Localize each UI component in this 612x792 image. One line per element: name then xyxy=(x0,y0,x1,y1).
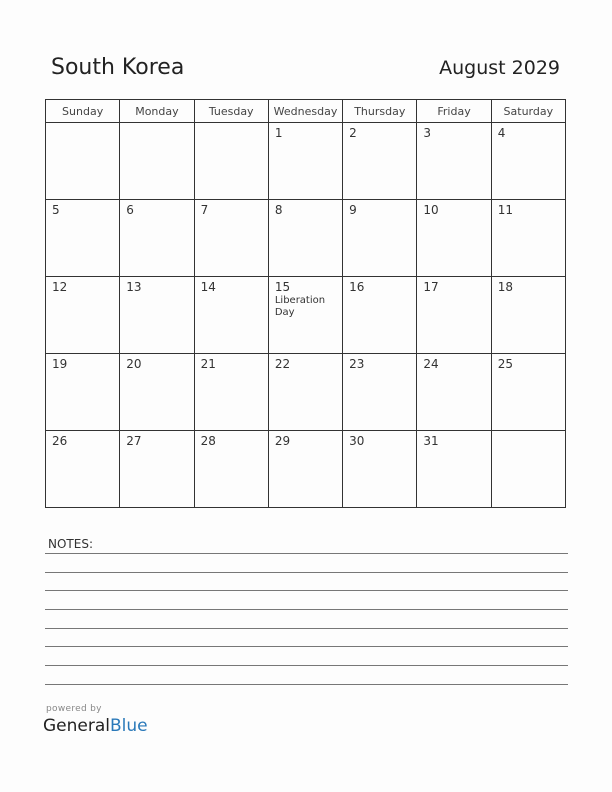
day-cell xyxy=(491,123,565,200)
day-number xyxy=(195,123,268,126)
weekday-thursday: Thursday xyxy=(343,100,417,123)
day-cell xyxy=(194,200,268,277)
weekday-header-row xyxy=(46,100,566,123)
day-number: 24 xyxy=(423,357,439,371)
day-cell xyxy=(46,200,120,277)
day-number xyxy=(492,431,565,434)
day-number: 13 xyxy=(126,280,142,294)
day-number: 16 xyxy=(349,280,365,294)
day-cell xyxy=(491,277,565,354)
day-number: 26 xyxy=(52,434,68,448)
notes-label: NOTES: xyxy=(48,537,93,551)
day-number xyxy=(120,123,193,126)
day-cell xyxy=(268,354,342,431)
day-number: 6 xyxy=(126,203,134,217)
day-cell xyxy=(491,354,565,431)
day-number: 7 xyxy=(200,203,209,217)
day-cell xyxy=(417,354,491,431)
day-cell xyxy=(46,277,120,354)
day-cell xyxy=(491,431,565,508)
weekday-tuesday: Tuesday xyxy=(194,100,268,123)
day-number: 4 xyxy=(497,126,506,140)
day-cell xyxy=(194,431,268,508)
brand-name-general: General xyxy=(43,716,110,736)
powered-by-text: powered by xyxy=(46,704,102,714)
day-cell xyxy=(417,123,491,200)
day-number: 28 xyxy=(200,434,216,448)
month-title: August 2029 xyxy=(439,57,560,79)
notes-line xyxy=(45,553,568,554)
brand-logo xyxy=(43,716,148,736)
day-number: 3 xyxy=(423,126,432,140)
notes-line xyxy=(45,628,568,629)
day-cell xyxy=(120,431,194,508)
day-cell xyxy=(46,431,120,508)
day-number: 5 xyxy=(52,203,60,217)
day-cell xyxy=(417,277,491,354)
day-cell xyxy=(343,200,417,277)
week-row xyxy=(46,277,566,354)
day-cell xyxy=(120,200,194,277)
notes-line xyxy=(45,609,568,610)
day-number: 8 xyxy=(274,203,283,217)
day-cell xyxy=(343,277,417,354)
day-cell xyxy=(120,277,194,354)
day-cell xyxy=(268,277,342,354)
week-row xyxy=(46,431,566,508)
day-cell xyxy=(46,123,120,200)
notes-line xyxy=(45,665,568,666)
week-row xyxy=(46,354,566,431)
day-number: 19 xyxy=(52,357,68,371)
day-number: 20 xyxy=(126,357,142,371)
weekday-friday: Friday xyxy=(417,100,491,123)
day-number: 1 xyxy=(274,126,283,140)
country-title: South Korea xyxy=(51,55,185,80)
day-number: 11 xyxy=(497,203,513,217)
day-cell xyxy=(343,354,417,431)
day-number: 10 xyxy=(423,203,439,217)
day-number: 22 xyxy=(274,357,291,371)
notes-line xyxy=(45,572,568,573)
day-number: 14 xyxy=(200,280,216,294)
brand-name-blue: Blue xyxy=(110,716,148,736)
day-cell xyxy=(343,123,417,200)
day-number: 29 xyxy=(274,434,291,448)
day-cell xyxy=(268,123,342,200)
day-number: 15 xyxy=(274,280,291,294)
notes-line xyxy=(45,684,568,685)
day-cell xyxy=(194,277,268,354)
day-number: 17 xyxy=(423,280,439,294)
day-cell xyxy=(268,431,342,508)
day-number: 21 xyxy=(200,357,216,371)
day-number: 9 xyxy=(349,203,357,217)
day-cell xyxy=(194,123,268,200)
day-number: 18 xyxy=(497,280,513,294)
day-cell xyxy=(491,200,565,277)
day-cell xyxy=(46,354,120,431)
week-row xyxy=(46,200,566,277)
weekday-monday: Monday xyxy=(120,100,194,123)
week-row xyxy=(46,123,566,200)
day-number: 30 xyxy=(349,434,365,448)
notes-line xyxy=(45,590,568,591)
calendar-grid xyxy=(45,99,566,508)
day-cell xyxy=(268,200,342,277)
day-number xyxy=(46,123,119,126)
day-number: 2 xyxy=(349,126,357,140)
weekday-sunday: Sunday xyxy=(46,100,120,123)
notes-line xyxy=(45,646,568,647)
day-number: 27 xyxy=(126,434,142,448)
day-cell xyxy=(120,123,194,200)
weekday-saturday: Saturday xyxy=(491,100,565,123)
day-number: 31 xyxy=(423,434,439,448)
day-cell xyxy=(417,200,491,277)
day-number: 23 xyxy=(349,357,365,371)
day-number: 25 xyxy=(497,357,513,371)
weekday-wednesday: Wednesday xyxy=(268,100,342,123)
day-cell xyxy=(194,354,268,431)
day-number: 12 xyxy=(52,280,68,294)
day-cell xyxy=(343,431,417,508)
day-cell xyxy=(120,354,194,431)
holiday-label: Liberation Day xyxy=(274,295,326,318)
day-cell xyxy=(417,431,491,508)
